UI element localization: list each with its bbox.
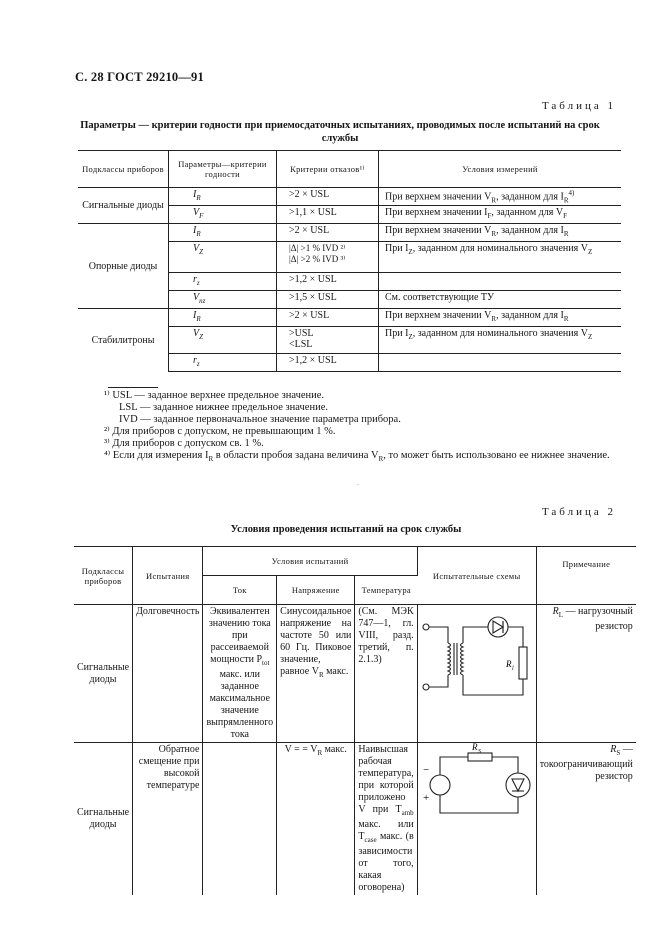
- criteria-cell: >1,1 × USL: [277, 206, 379, 224]
- group-name: Опорные диоды: [78, 224, 169, 309]
- table-row: [78, 224, 621, 242]
- svg-text:S: S: [477, 749, 481, 755]
- criteria-cell: >1,2 × USL: [277, 354, 379, 372]
- subclass-cell: Сигнальные диоды: [74, 605, 133, 743]
- criteria-cell: >1,2 × USL: [277, 273, 379, 291]
- criteria-cell: >2 × USL: [277, 224, 379, 242]
- footnote-1: ¹⁾ USL — заданное верхнее предельное значение.: [104, 390, 325, 401]
- note-cell: $R_S$ — токоограничивающий резистор: [539, 744, 633, 782]
- col-tests: Испытания: [133, 547, 203, 605]
- criteria-cell: >USL <LSL: [277, 327, 379, 354]
- criteria-cell: >1,5 × USL: [277, 291, 379, 309]
- footnote-lsl: LSL — заданное нижнее предельное значение.: [119, 402, 328, 413]
- svg-text:l: l: [511, 666, 514, 672]
- footnote-ivd: IVD — заданное первоначальное значение параметра прибора.: [119, 414, 401, 425]
- group-name: Сигнальные диоды: [78, 188, 169, 224]
- col-subclass: Подклассы приборов: [74, 547, 133, 605]
- condition-cell: [379, 273, 622, 291]
- temperature-cell: (См. МЭК 747—1, гл. VIII, разд. третий, п. 2.1.3): [355, 605, 417, 743]
- note-cell: $R_L$ — нагрузочный резистор: [536, 605, 636, 743]
- param-cell: $V_{nz}$: [169, 291, 277, 309]
- page-header: С. 28 ГОСТ 29210—91: [75, 70, 204, 84]
- condition-cell: При верхнем значении $V_R$, заданном для $I_R^{4)}$: [379, 188, 622, 206]
- col-subclass: Подклассы приборов: [78, 151, 169, 188]
- table1-label: Таблица 1: [541, 100, 616, 112]
- table2-title: Условия проведения испытаний на срок службы: [230, 524, 462, 535]
- col-criteria: Критерии отказов¹⁾: [277, 151, 379, 188]
- test-cell: Обратное смещение при высокой температуре: [133, 743, 203, 896]
- table1-title: Параметры — критерии годности при приемосдаточных испытаниях, проводимых после испытаний на срок службы: [80, 120, 600, 144]
- scheme-rl-label: R: [505, 659, 512, 669]
- table-row: [74, 743, 636, 896]
- footnote-3: ³⁾ Для приборов с допуском св. 1 %.: [104, 438, 264, 449]
- condition-cell: При $I_Z$, заданном для номинального значения $V_Z$: [379, 327, 622, 354]
- condition-cell: См. соответствующие ТУ: [379, 291, 622, 309]
- table-row: [78, 188, 621, 206]
- param-cell: $I_R$: [169, 309, 277, 327]
- voltage-cell: Синусоидальное напряжение на частоте 50 или 60 Гц. Пиковое значение, равное $V_R$ макс.: [277, 605, 355, 743]
- test-cell: Долговечность: [133, 605, 203, 743]
- table2: [74, 546, 636, 895]
- param-cell: $V_Z$: [169, 242, 277, 273]
- group-name: Стабилитроны: [78, 309, 169, 372]
- param-cell: $V_F$: [169, 206, 277, 224]
- col-conditions: Условия измерений: [379, 151, 622, 188]
- col-conditions: Условия испытаний: [203, 547, 417, 576]
- table1: [78, 150, 621, 372]
- condition-cell: При верхнем значении $V_R$, заданном для $I_R$: [379, 309, 622, 327]
- col-current: Ток: [203, 576, 277, 605]
- footnote-divider: [108, 387, 158, 388]
- condition-cell: При $I_Z$, заданном для номинального значения $V_Z$: [379, 242, 622, 273]
- col-schemes: Испытательные схемы: [417, 547, 536, 605]
- col-voltage: Напряжение: [277, 576, 355, 605]
- plus-sign: +: [422, 792, 429, 804]
- table1-header-row: [78, 151, 621, 188]
- footnote-4: ⁴⁾ Если для измерения $I_R$ в области пробоя задана величина $V_R$, то может быть использовано ее нижнее значение.: [104, 450, 610, 464]
- table-row: [74, 605, 636, 743]
- condition-cell: При верхнем значении $V_R$, заданном для $I_R$: [379, 224, 622, 242]
- current-cell: [203, 743, 277, 896]
- subclass-cell: Сигнальные диоды: [74, 743, 133, 896]
- current-cell: Эквивалентен значению тока при рассеиваемой мощности $P_{tot}$ макс. или заданное максимальное значение выпрямленного тока: [203, 605, 277, 743]
- voltage-cell: V = = $V_R$ макс.: [277, 743, 355, 896]
- table2-label: Таблица 2: [541, 506, 616, 518]
- scheme-cell: [417, 743, 536, 896]
- criteria-cell: >2 × USL: [277, 309, 379, 327]
- criteria-cell: >2 × USL: [277, 188, 379, 206]
- col-temperature: Температура: [355, 576, 417, 605]
- temperature-cell: Наивысшая рабочая температура, при которой приложено V при $T_{amb}$ макс. или $T_{case}$ макс. (в зависимости от того, какая оговорена): [355, 743, 417, 896]
- scheme-rs-label: R: [471, 743, 478, 752]
- param-cell: $I_R$: [169, 224, 277, 242]
- reverse-bias-circuit-diagram: [418, 743, 536, 823]
- transformer-circuit-diagram: [418, 605, 536, 713]
- col-note: Примечание: [536, 547, 636, 605]
- scheme-cell: [417, 605, 536, 743]
- condition-cell: [379, 354, 622, 372]
- criteria-cell: |Δ| >1 % IVD ²⁾ |Δ| >2 % IVD ³⁾: [277, 242, 379, 273]
- col-params: Параметры—критерии годности: [169, 151, 277, 188]
- condition-cell: При верхнем значении $I_F$, заданном для $V_F$: [379, 206, 622, 224]
- scan-dot: .: [357, 478, 359, 487]
- param-cell: $r_z$: [169, 273, 277, 291]
- param-cell: $I_R$: [169, 188, 277, 206]
- table-row: [78, 309, 621, 327]
- param-cell: $r_z$: [169, 354, 277, 372]
- minus-sign: −: [422, 764, 429, 776]
- footnote-2: ²⁾ Для приборов с допуском, не превышающим 1 %.: [104, 426, 336, 437]
- table2-header-row: [74, 547, 636, 576]
- param-cell: $V_Z$: [169, 327, 277, 354]
